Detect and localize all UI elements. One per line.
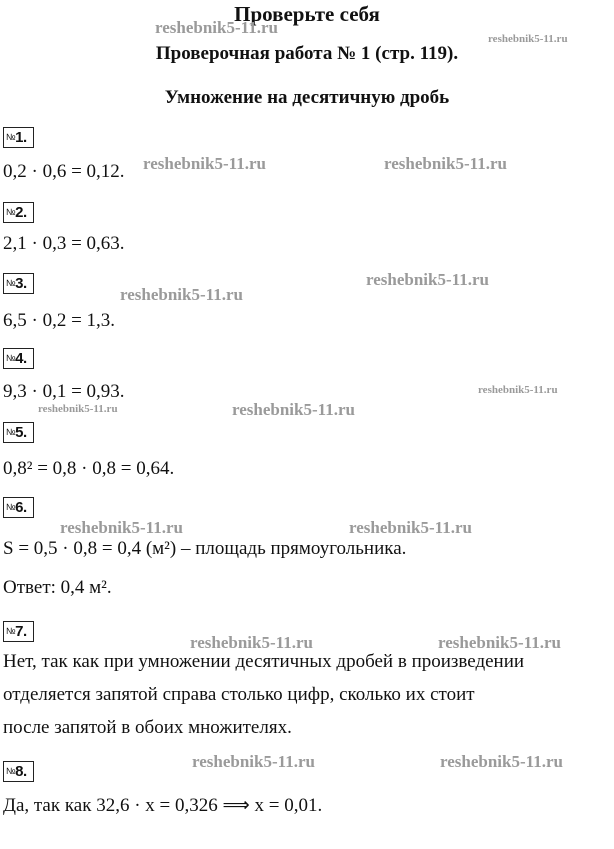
task-badge-6: №6. [3,497,34,518]
task-3-line: 6,5 · 0,2 = 1,3. [3,310,116,331]
watermark: reshebnik5-11.ru [488,33,568,45]
task-badge-3: №3. [3,273,34,294]
task-badge-7: №7. [3,621,34,642]
watermark: reshebnik5-11.ru [120,285,243,304]
task-5-line: 0,8² = 0,8 · 0,8 = 0,64. [3,458,175,479]
task-7-line-3: после запятой в обоих множителях. [3,717,292,738]
watermark: reshebnik5-11.ru [38,403,118,415]
watermark: reshebnik5-11.ru [190,633,313,652]
watermark: reshebnik5-11.ru [438,633,561,652]
watermark: reshebnik5-11.ru [143,154,266,173]
task-6-line-1: S = 0,5 · 0,8 = 0,4 (м²) – площадь прямоугольника. [3,538,407,559]
task-2-line: 2,1 · 0,3 = 0,63. [3,233,125,254]
task-4-line: 9,3 · 0,1 = 0,93. [3,381,125,402]
task-7-line-2: отделяется запятой справа столько цифр, сколько их стоит [3,684,475,705]
watermark: reshebnik5-11.ru [384,154,507,173]
watermark: reshebnik5-11.ru [366,270,489,289]
watermark: reshebnik5-11.ru [192,752,315,771]
topic-heading: Умножение на десятичную дробь [164,87,450,108]
watermark: reshebnik5-11.ru [440,752,563,771]
watermark: reshebnik5-11.ru [155,18,278,37]
task-badge-8: №8. [3,761,34,782]
watermark: reshebnik5-11.ru [232,400,355,419]
task-badge-5: №5. [3,422,34,443]
task-8-line: Да, так как 32,6 · x = 0,326 ⟹ x = 0,01. [3,795,323,816]
task-badge-4: №4. [3,348,34,369]
task-badge-1: №1. [3,127,34,148]
watermark: reshebnik5-11.ru [60,518,183,537]
watermark: reshebnik5-11.ru [478,384,558,396]
work-subtitle: Проверочная работа № 1 (стр. 119). [155,43,459,64]
page-title: Проверьте себя [234,2,380,26]
task-7-line-1: Нет, так как при умножении десятичных дробей в произведении [3,651,525,672]
task-6-answer: Ответ: 0,4 м². [3,577,112,598]
task-badge-2: №2. [3,202,34,223]
watermark: reshebnik5-11.ru [349,518,472,537]
task-1-line: 0,2 · 0,6 = 0,12. [3,161,125,182]
